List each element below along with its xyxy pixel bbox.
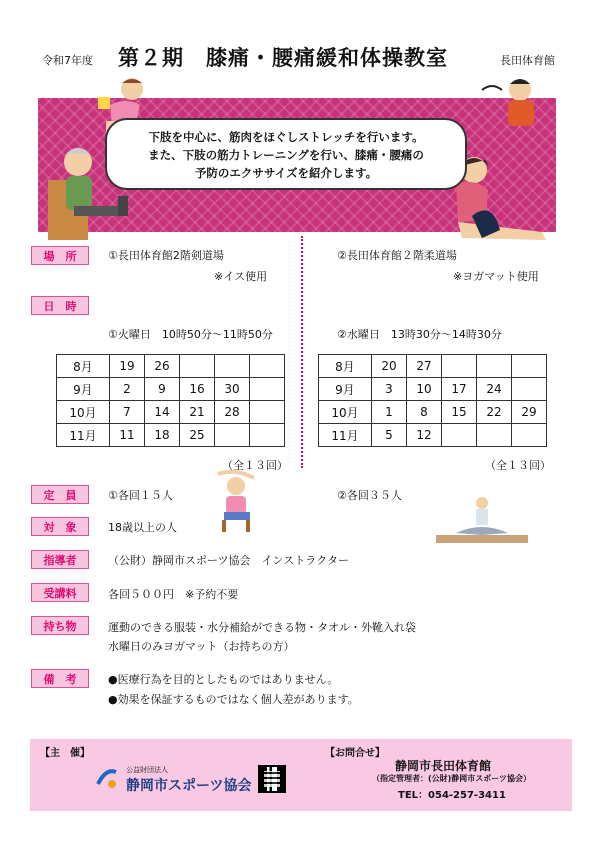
- items-line1: 運動のできる服装・水分補給ができる物・タオル・外靴入れ袋: [108, 621, 416, 634]
- calendar-day-cell: 15: [442, 401, 477, 424]
- schedule-right-title: ②水曜日 13時30分～14時30分: [337, 328, 502, 341]
- manager-note: （指定管理者：(公財)静岡市スポーツ協会）: [372, 774, 531, 783]
- right-total-sessions: （全１３回）: [485, 459, 551, 472]
- schedule-label: 日 時: [31, 296, 89, 315]
- calendar-day-cell: [512, 378, 547, 401]
- man-neck-pain-illustration: [478, 70, 558, 130]
- calendar-day-cell: 5: [372, 424, 407, 447]
- calendar-month-cell: 9月: [57, 378, 110, 401]
- calendar-day-cell: [250, 424, 285, 447]
- calendar-row: [57, 378, 285, 401]
- calendar-day-cell: 25: [180, 424, 215, 447]
- calendar-row: [57, 401, 285, 424]
- org-name: 静岡市スポーツ協会: [126, 778, 252, 794]
- calendar-row: [319, 424, 547, 447]
- host-label: 【主 催】: [40, 748, 90, 759]
- calendar-day-cell: 30: [215, 378, 250, 401]
- instructor-label: 指導者: [31, 550, 89, 569]
- calendar-day-cell: [215, 355, 250, 378]
- calendar-month-cell: 9月: [319, 378, 372, 401]
- contact-label: 【お問合せ】: [325, 748, 385, 759]
- calendar-row: [319, 378, 547, 401]
- calendar-day-cell: [215, 424, 250, 447]
- calendar-day-cell: 22: [477, 401, 512, 424]
- place-label: 場 所: [31, 246, 89, 265]
- calendar-day-cell: 14: [145, 401, 180, 424]
- contact-name: 静岡市長田体育館: [395, 759, 492, 773]
- contact-tel[interactable]: TEL：054-257-3411: [398, 790, 506, 801]
- fee-label: 受講料: [31, 583, 89, 602]
- calendar-day-cell: 12: [407, 424, 442, 447]
- calendar-day-cell: [250, 378, 285, 401]
- target-label: 対 象: [31, 517, 89, 536]
- calendar-row: [319, 401, 547, 424]
- calendar-day-cell: 26: [145, 355, 180, 378]
- items-label: 持ち物: [31, 616, 89, 635]
- fiscal-year: 令和7年度: [42, 54, 93, 67]
- target-value: 18歳以上の人: [108, 521, 177, 534]
- calendar-day-cell: 8: [407, 401, 442, 424]
- place-left-note: ※イス使用: [214, 270, 268, 283]
- notes-line2: ●効果を保証するものではなく個人差があります。: [108, 693, 359, 706]
- calendar-month-cell: 11月: [319, 424, 372, 447]
- calendar-day-cell: [442, 355, 477, 378]
- calendar-day-cell: 11: [110, 424, 145, 447]
- calendar-day-cell: [512, 355, 547, 378]
- calendar-month-cell: 8月: [319, 355, 372, 378]
- woman-chair-exercise-illustration: [212, 470, 262, 532]
- calendar-day-cell: [180, 355, 215, 378]
- items-line2: 水曜日のみヨガマット（お持ちの方）: [108, 640, 295, 653]
- qr-code-icon[interactable]: [258, 765, 286, 793]
- fee-value: 各回５００円 ※予約不要: [108, 588, 239, 601]
- calendar-day-cell: 18: [145, 424, 180, 447]
- instructor-value: （公財）静岡市スポーツ協会 インストラクター: [108, 554, 350, 567]
- calendar-row: [57, 424, 285, 447]
- calendar-row: [57, 355, 285, 378]
- calendar-day-cell: 9: [145, 378, 180, 401]
- calendar-day-cell: 28: [215, 401, 250, 424]
- calendar-day-cell: 1: [372, 401, 407, 424]
- calendar-day-cell: 17: [442, 378, 477, 401]
- notes-label: 備 考: [31, 669, 89, 688]
- tuesday-calendar: [56, 354, 285, 447]
- calendar-month-cell: 10月: [57, 401, 110, 424]
- calendar-day-cell: 21: [180, 401, 215, 424]
- calendar-month-cell: 11月: [57, 424, 110, 447]
- calendar-day-cell: 27: [407, 355, 442, 378]
- calendar-day-cell: 24: [477, 378, 512, 401]
- column-divider: [301, 236, 303, 468]
- calendar-day-cell: 29: [512, 401, 547, 424]
- calendar-day-cell: 19: [110, 355, 145, 378]
- calendar-day-cell: 2: [110, 378, 145, 401]
- calendar-day-cell: 3: [372, 378, 407, 401]
- calendar-day-cell: [477, 424, 512, 447]
- calendar-day-cell: [442, 424, 477, 447]
- capacity-left: ①各回１５人: [108, 489, 173, 502]
- org-small: 公益財団法人: [126, 766, 168, 774]
- left-total-sessions: （全１３回）: [222, 459, 288, 472]
- calendar-day-cell: 7: [110, 401, 145, 424]
- description-line: 下肢を中心に、筋肉をほぐしストレッチを行います。: [148, 130, 424, 144]
- calendar-row: [319, 355, 547, 378]
- calendar-day-cell: 16: [180, 378, 215, 401]
- venue-name: 長田体育館: [500, 54, 555, 67]
- capacity-label: 定 員: [31, 485, 89, 504]
- place-right-note: ※ヨガマット使用: [453, 270, 539, 283]
- calendar-day-cell: [250, 355, 285, 378]
- notes-line1: ●医療行為を目的としたものではありません。: [108, 673, 339, 686]
- capacity-right: ②各回３５人: [337, 489, 402, 502]
- calendar-day-cell: [512, 424, 547, 447]
- calendar-day-cell: 10: [407, 378, 442, 401]
- yoga-pose-illustration: [436, 495, 528, 545]
- page-title: 第２期 膝痛・腰痛緩和体操教室: [118, 46, 448, 70]
- description-bubble: [105, 118, 467, 190]
- place-left: ①長田体育館2階剣道場: [108, 249, 224, 262]
- calendar-month-cell: 10月: [319, 401, 372, 424]
- calendar-day-cell: [250, 401, 285, 424]
- calendar-day-cell: [477, 355, 512, 378]
- sports-association-logo-icon: [94, 766, 118, 790]
- wednesday-calendar: [318, 354, 547, 447]
- schedule-left-title: ①火曜日 10時50分～11時50分: [108, 328, 273, 341]
- description-line: 予防のエクササイズを紹介します。: [194, 166, 378, 180]
- calendar-day-cell: 20: [372, 355, 407, 378]
- place-right: ②長田体育館２階柔道場: [337, 249, 457, 262]
- description-line: また、下肢の筋力トレーニングを行い、膝痛・腰痛の: [148, 148, 424, 162]
- calendar-month-cell: 8月: [57, 355, 110, 378]
